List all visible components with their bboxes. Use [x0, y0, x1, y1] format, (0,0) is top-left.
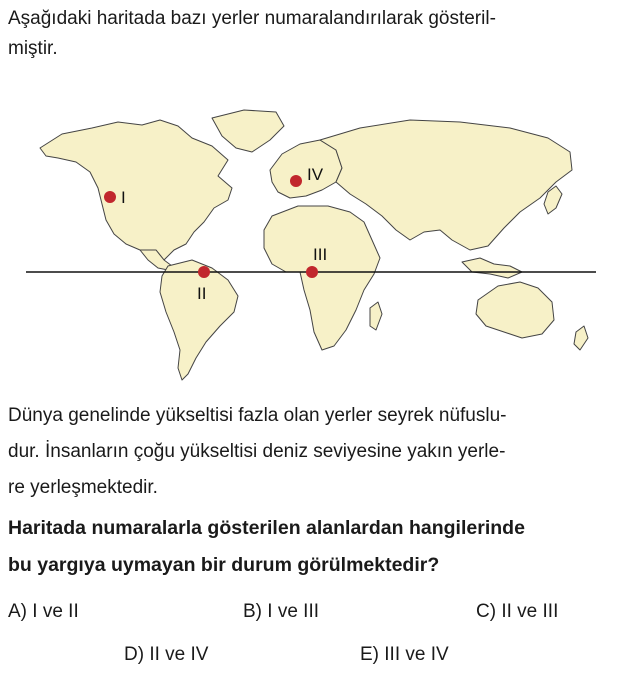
- option-a-letter: A): [8, 601, 27, 622]
- option-b-letter: B): [243, 601, 262, 622]
- option-d[interactable]: [124, 643, 208, 667]
- option-c-letter: C): [476, 601, 497, 622]
- europe-landmass: [270, 140, 342, 198]
- new-zealand-landmass: [574, 326, 588, 350]
- option-c[interactable]: [476, 600, 558, 624]
- option-d-letter: D): [124, 644, 145, 665]
- marker-i: [104, 191, 116, 203]
- world-map-svg: [0, 100, 618, 390]
- world-map: [0, 100, 618, 390]
- marker-iii-label: III: [313, 245, 328, 264]
- marker-ii: [198, 266, 210, 278]
- marker-iv-label: IV: [307, 165, 324, 184]
- question-text: Haritada numaralarla gösterilen alanlardan hangilerinde bu yargıya uymayan bir durum görülmektedir?: [8, 517, 525, 576]
- option-a[interactable]: [8, 600, 79, 624]
- option-b-text: I ve III: [267, 601, 320, 622]
- indonesia-landmass: [462, 258, 522, 278]
- north-america-landmass: [40, 120, 232, 260]
- marker-ii-label: II: [197, 284, 207, 303]
- option-e-text: III ve IV: [384, 644, 449, 665]
- africa-landmass: [264, 206, 380, 350]
- intro-text: Aşağıdaki haritada bazı yerler numaralandırılarak gösteril- miştir.: [8, 8, 496, 59]
- madagascar-landmass: [370, 302, 382, 330]
- south-america-landmass: [160, 260, 238, 380]
- marker-i-label: I: [121, 188, 126, 207]
- option-c-text: II ve III: [501, 601, 559, 622]
- option-d-text: II ve IV: [149, 644, 209, 665]
- greenland-landmass: [212, 110, 284, 152]
- option-a-text: I ve II: [32, 601, 79, 622]
- marker-iv: [290, 175, 302, 187]
- marker-iii: [306, 266, 318, 278]
- option-b[interactable]: [243, 600, 319, 624]
- australia-landmass: [476, 282, 554, 338]
- option-e[interactable]: [360, 643, 449, 667]
- option-e-letter: E): [360, 644, 379, 665]
- statement-text: Dünya genelinde yükseltisi fazla olan yerler seyrek nüfuslu- dur. İnsanların çoğu yükseltisi deniz seviyesine yakın yerle- re yerleşmektedir.: [8, 405, 507, 498]
